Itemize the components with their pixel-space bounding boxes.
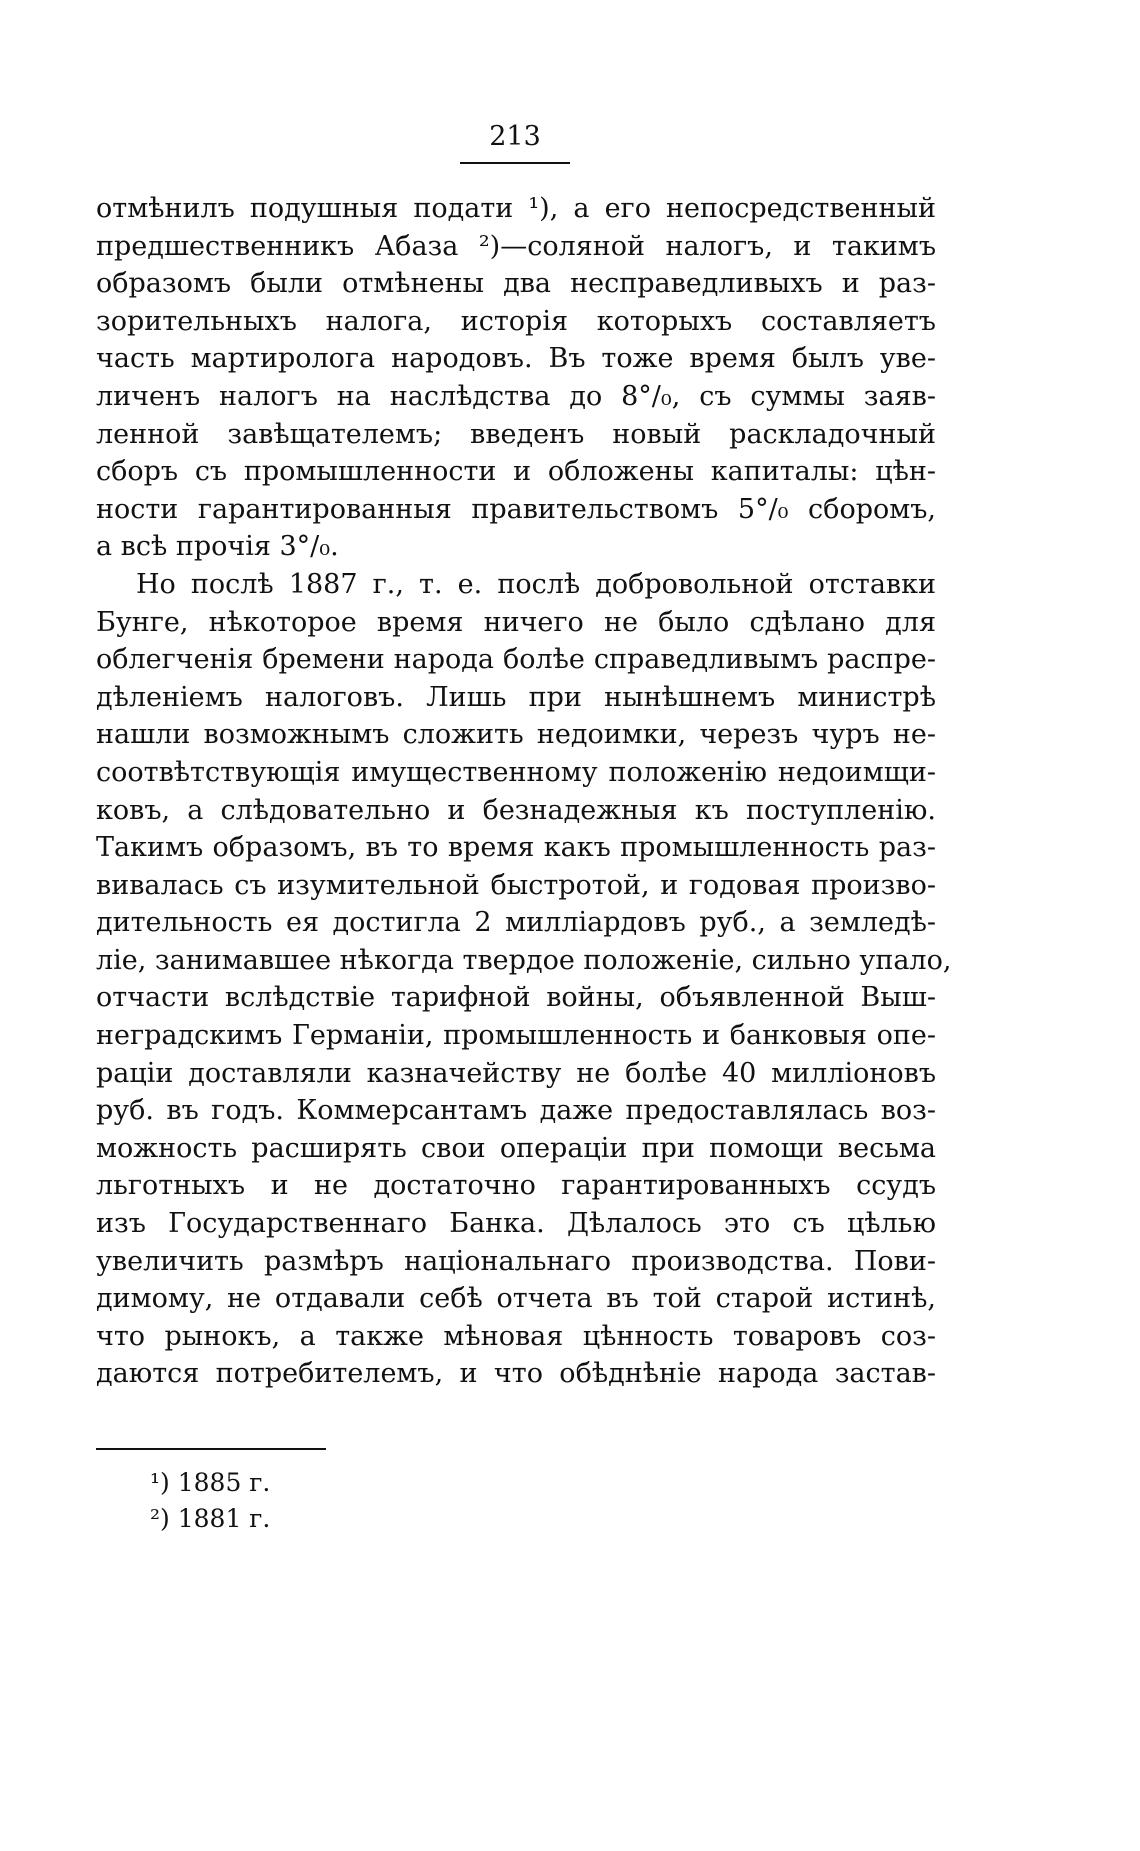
text-line: а всѣ прочія 3°/₀. [96,531,339,563]
page-number-rule [460,162,570,164]
footnote-2: ²) 1881 г. [150,1504,271,1533]
text-line: увеличить размѣръ національнаго производства. Пови- [96,1245,936,1277]
text-line: льготныхъ и не достаточно гарантированныхъ ссудъ [96,1170,936,1202]
footnote-1: ¹) 1885 г. [150,1468,271,1497]
text-line: дѣленіемъ налоговъ. Лишь при нынѣшнемъ министрѣ [96,681,936,713]
text-line: даются потребителемъ, и что обѣднѣніе народа застав- [96,1358,936,1390]
footnotes [150,1465,270,1537]
text-line: изъ Государственнаго Банка. Дѣлалось это съ цѣлью [96,1208,936,1240]
text-line: Бунге, нѣкоторое время ничего не было сдѣлано для [96,606,936,638]
text-line: отмѣнилъ подушныя подати ¹), а его непосредственный [96,193,936,224]
text-line: отчасти вслѣдствіе тарифной войны, объявленной Выш- [96,982,936,1014]
text-line: образомъ были отмѣнены два несправедливыхъ и раз- [96,268,936,300]
text-line: Такимъ образомъ, въ то время какъ промышленность раз- [96,832,936,864]
text-line: личенъ налогъ на наслѣдства до 8°/₀, съ суммы заяв- [96,380,936,412]
text-line: дительность ея достигла 2 милліардовъ руб., а земледѣ- [96,907,936,939]
body-text [96,190,952,1393]
text-line: нашли возможнымъ сложить недоимки, черезъ чуръ не- [96,719,936,751]
text-line: соотвѣтствующія имущественному положенію недоимщи- [96,756,936,788]
text-line: сборъ съ промышленности и обложены капиталы: цѣн- [96,456,936,488]
text-line: ленной завѣщателемъ; введенъ новый раскладочный [96,418,936,450]
text-line: облегченія бремени народа болѣе справедливымъ распре- [96,644,936,676]
text-line: часть мартиролога народовъ. Въ тоже время былъ уве- [96,343,936,375]
text-line: раціи доставляли казначейству не болѣе 40 милліоновъ [96,1057,936,1089]
text-line: ности гарантированныя правительствомъ 5°/₀ сборомъ, [96,493,936,525]
text-line: неградскимъ Германіи, промышленность и банковыя опе- [96,1020,936,1052]
text-line: что рынокъ, а также мѣновая цѣнность товаровъ соз- [96,1320,936,1352]
footnote-rule [96,1448,326,1450]
text-line: вивалась съ изумительной быстротой, и годовая произво- [96,869,936,901]
text-line: зорительныхъ налога, исторія которыхъ составляетъ [96,305,936,337]
paragraph-1 [96,190,936,566]
text-line: ліе, занимавшее нѣкогда твердое положеніе, сильно упало, [96,944,952,976]
paragraph-2 [96,566,952,1393]
text-line: ковъ, а слѣдовательно и безнадежныя къ поступленію. [96,794,936,826]
page-number: 213 [489,121,541,152]
text-line: Но послѣ 1887 г., т. е. послѣ добровольной отставки [136,568,936,600]
text-line: можность расширять свои операціи при помощи весьма [96,1132,936,1164]
text-line: руб. въ годъ. Коммерсантамъ даже предоставлялась воз- [96,1095,936,1127]
text-line: димому, не отдавали себѣ отчета въ той старой истинѣ, [96,1283,936,1315]
text-line: предшественникъ Абаза ²)—соляной налогъ, и такимъ [96,230,936,262]
